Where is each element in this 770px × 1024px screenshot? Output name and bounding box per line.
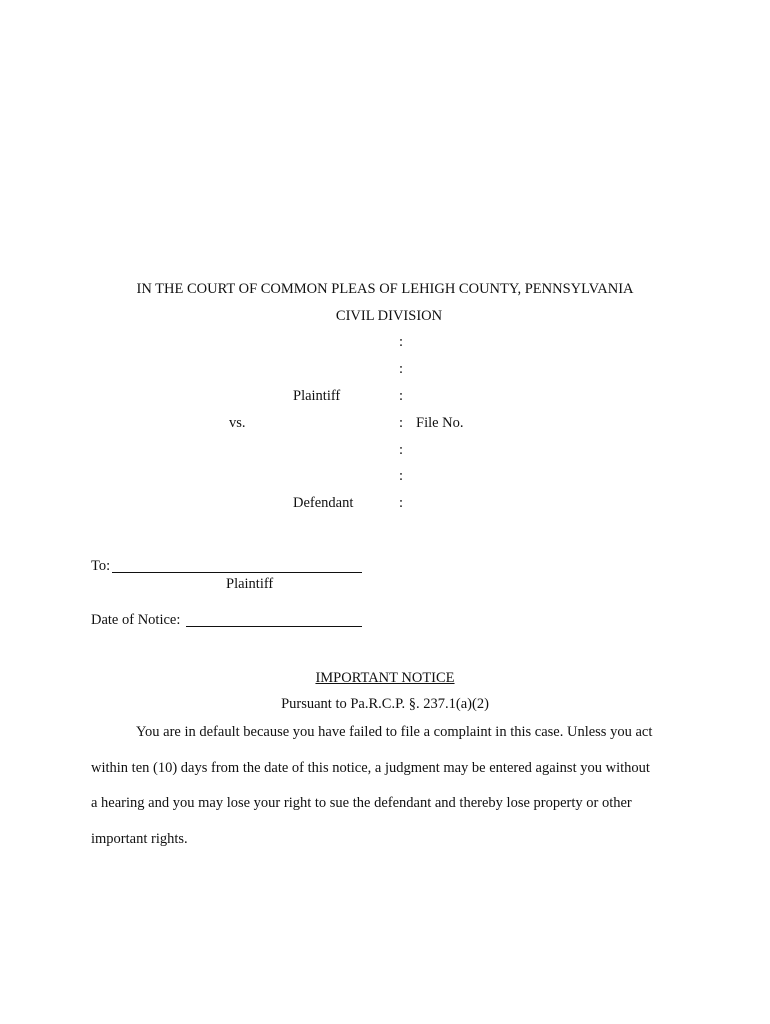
caption-colon: : [398, 388, 404, 404]
notice-body-line: important rights. [91, 831, 188, 847]
vs-label: vs. [229, 415, 246, 431]
notice-heading: IMPORTANT NOTICE [315, 670, 455, 686]
date-of-notice-blank-line[interactable] [186, 626, 362, 627]
plaintiff-label: Plaintiff [293, 388, 341, 404]
caption-colon: : [398, 361, 404, 377]
caption-colon: : [398, 468, 404, 484]
caption-colon: : [398, 495, 404, 511]
court-title: IN THE COURT OF COMMON PLEAS OF LEHIGH COUNTY, PENNSYLVANIA [136, 281, 634, 297]
file-no-label: File No. [416, 415, 464, 431]
to-label: To: [91, 558, 111, 574]
notice-body-line: a hearing and you may lose your right to sue the defendant and thereby lose property or other [91, 795, 632, 811]
notice-rule-citation: Pursuant to Pa.R.C.P. §. 237.1(a)(2) [281, 696, 489, 712]
caption-colon: : [398, 334, 404, 350]
caption-colon: : [398, 415, 404, 431]
court-division: CIVIL DIVISION [335, 308, 443, 324]
caption-colon: : [398, 442, 404, 458]
to-blank-line[interactable] [112, 572, 362, 573]
date-of-notice-label: Date of Notice: [91, 612, 181, 628]
to-sublabel: Plaintiff [226, 576, 274, 592]
notice-body-line: within ten (10) days from the date of this notice, a judgment may be entered against you without [91, 760, 650, 776]
defendant-label: Defendant [293, 495, 354, 511]
notice-body-line: You are in default because you have failed to file a complaint in this case. Unless you act [136, 724, 653, 740]
